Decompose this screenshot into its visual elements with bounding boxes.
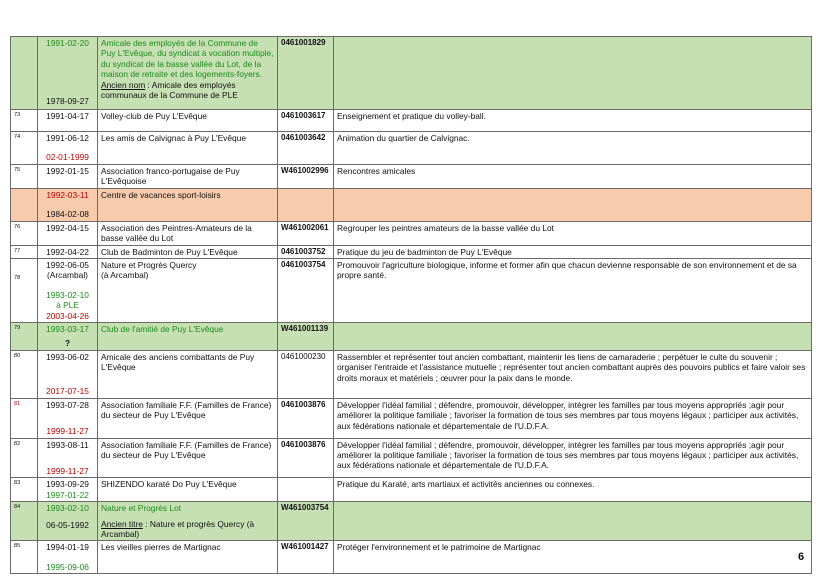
creation-date: 1992-04-15 bbox=[46, 222, 89, 233]
registration-code: W461001427 bbox=[278, 541, 334, 574]
table-row bbox=[11, 438, 812, 478]
table-row bbox=[11, 132, 812, 165]
table-row bbox=[11, 323, 812, 351]
row-number: 76 bbox=[11, 221, 38, 245]
association-object: Promouvoir l'agriculture biologique, informe et former afin que chacun devienne responsable de son environnement et de sa propre santé. bbox=[334, 259, 812, 323]
registration-code bbox=[278, 188, 334, 221]
row-dates bbox=[38, 398, 98, 438]
association-title: Nature et Progrès Quercy bbox=[101, 260, 197, 271]
table-row bbox=[11, 37, 812, 110]
table-row bbox=[11, 478, 812, 502]
registration-code: 0461003876 bbox=[278, 398, 334, 438]
registration-code: 0461003642 bbox=[278, 132, 334, 165]
row-number: 73 bbox=[11, 110, 38, 132]
registration-code: 0461003617 bbox=[278, 110, 334, 132]
row-number: 78 bbox=[11, 259, 38, 323]
transfer-place: à PLE bbox=[56, 300, 79, 311]
creation-date: 1992-04-22 bbox=[46, 246, 89, 257]
former-name-text: : Amicale des employés communaux de la Commune de PLE bbox=[101, 79, 238, 101]
association-object: Protéger l'environnement et le patrimoine de Martignac bbox=[334, 541, 812, 574]
registration-code: 0461001829 bbox=[278, 37, 334, 110]
row-dates bbox=[38, 541, 98, 574]
row-number: 74 bbox=[11, 132, 38, 165]
association-title: Nature et Progrès Lot bbox=[101, 503, 182, 514]
row-number: 81 bbox=[11, 398, 38, 438]
dissolution-date: 2003-04-26 bbox=[46, 310, 89, 321]
row-number bbox=[11, 188, 38, 221]
row-dates bbox=[38, 110, 98, 132]
dissolution-date: 1999-11-27 bbox=[46, 465, 89, 476]
association-name bbox=[98, 259, 278, 323]
association-name: Volley-club de Puy L'Evêque bbox=[98, 110, 278, 132]
table-row bbox=[11, 350, 812, 398]
row-dates bbox=[38, 245, 98, 258]
row-number: 85 bbox=[11, 541, 38, 574]
row-dates bbox=[38, 188, 98, 221]
original-date: 1978-09-27 bbox=[46, 96, 89, 107]
former-name bbox=[101, 80, 274, 101]
registration-code: W461002061 bbox=[278, 221, 334, 245]
association-title: Amicale des employés de la Commune de Puy L'Evêque, du syndicat à vocation multiple, du syndicat de la basse vallée du Lot, de la maison de retraite et des logements-foyers. bbox=[101, 38, 274, 80]
creation-date: 1993-03-17 bbox=[46, 324, 89, 335]
row-dates bbox=[38, 37, 98, 110]
creation-date: 1993-09-29 bbox=[46, 479, 89, 490]
creation-date: 1993-06-02 bbox=[46, 351, 89, 362]
row-dates bbox=[38, 478, 98, 502]
creation-date: 1993-02-10 bbox=[46, 503, 89, 514]
row-dates bbox=[38, 502, 98, 541]
registration-code: W461001139 bbox=[278, 323, 334, 351]
row-dates bbox=[38, 221, 98, 245]
table-row bbox=[11, 164, 812, 188]
association-name: Les amis de Calvignac à Puy L'Evêque bbox=[98, 132, 278, 165]
association-object: Développer l'idéal familial ; défendre, promouvoir, développer, intégrer les familles par tous moyens appropriés ;agir pour améliorer la politique familiale ; favoriser la formation de tous ses membres par tous moyens légaux ; participer aux activités, aux fédérations nationale et départementale de l'U.D.F.A. bbox=[334, 398, 812, 438]
dissolution-date: 1999-11-27 bbox=[46, 426, 89, 437]
creation-date: 1992-06-05 bbox=[46, 260, 89, 271]
registration-code: W461003754 bbox=[278, 502, 334, 541]
unknown-date: ? bbox=[64, 338, 71, 349]
table-row bbox=[11, 541, 812, 574]
association-object: Enseignement et pratique du volley-ball. bbox=[334, 110, 812, 132]
row-number: 77 bbox=[11, 245, 38, 258]
table-row bbox=[11, 188, 812, 221]
registration-code: 0461003876 bbox=[278, 438, 334, 478]
association-name: Club de Badminton de Puy L'Evêque bbox=[98, 245, 278, 258]
registration-code: 0461003754 bbox=[278, 259, 334, 323]
association-object bbox=[334, 502, 812, 541]
registration-code: 0461003752 bbox=[278, 245, 334, 258]
dissolution-date: 1995-09-06 bbox=[46, 561, 89, 572]
creation-date: 1991-02-20 bbox=[46, 38, 89, 48]
row-dates bbox=[38, 259, 98, 323]
creation-date: 1993-07-28 bbox=[46, 399, 89, 410]
creation-date: 1994-01-19 bbox=[46, 542, 89, 553]
dissolution-date: 2017-07-15 bbox=[46, 386, 89, 397]
row-number: 83 bbox=[11, 478, 38, 502]
association-object: Pratique du jeu de badminton de Puy L'Evêque bbox=[334, 245, 812, 258]
table-row bbox=[11, 110, 812, 132]
association-name: Association des Peintres-Amateurs de la basse vallée du Lot bbox=[98, 221, 278, 245]
dissolution-date: 02-01-1999 bbox=[46, 152, 89, 163]
associations-register-table bbox=[10, 36, 812, 574]
row-dates bbox=[38, 132, 98, 165]
row-number: 80 bbox=[11, 350, 38, 398]
row-number: 82 bbox=[11, 438, 38, 478]
row-dates bbox=[38, 438, 98, 478]
association-name bbox=[98, 502, 278, 541]
creation-date: 1991-06-12 bbox=[46, 133, 89, 143]
creation-date: 1991-04-17 bbox=[46, 111, 89, 121]
association-location: (à Arcambal) bbox=[101, 270, 149, 281]
original-date: 06-05-1992 bbox=[46, 519, 89, 530]
table-row bbox=[11, 398, 812, 438]
creation-date: 1992-03-11 bbox=[46, 189, 89, 200]
creation-date: 1993-08-11 bbox=[46, 439, 89, 450]
row-dates bbox=[38, 323, 98, 351]
registration-code bbox=[278, 478, 334, 502]
association-name: Centre de vacances sport-loisirs bbox=[98, 188, 278, 221]
row-dates bbox=[38, 164, 98, 188]
registration-code: W461002996 bbox=[278, 164, 334, 188]
row-number bbox=[11, 37, 38, 110]
original-date: 1984-02-08 bbox=[46, 209, 89, 220]
dissolution-date: 1997-01-22 bbox=[46, 489, 89, 500]
former-name-label: Ancien nom bbox=[101, 79, 146, 90]
association-object: Développer l'idéal familial ; défendre, promouvoir, développer, intégrer les familles par tous moyens appropriés ;agir pour améliorer la politique familiale ; favoriser la formation de tous ses membres par tous moyens légaux ; participer aux activités, aux fédérations nationale et départementale de l'U.D.F.A. bbox=[334, 438, 812, 478]
table-row bbox=[11, 245, 812, 258]
row-number: 75 bbox=[11, 164, 38, 188]
association-object: Pratique du Karaté, arts martiaux et activités anciennes ou connexes. bbox=[334, 478, 812, 502]
row-number: 84 bbox=[11, 502, 38, 541]
association-name: Association familiale F.F. (Familles de France) du secteur de Puy L'Evêque bbox=[98, 438, 278, 478]
association-name: Les vieilles pierres de Martignac bbox=[98, 541, 278, 574]
association-object bbox=[334, 37, 812, 110]
association-name: Club de l'amitié de Puy L'Evêque bbox=[98, 323, 278, 351]
page-number: 6 bbox=[798, 551, 805, 563]
association-object bbox=[334, 188, 812, 221]
former-name-label: Ancien titre bbox=[101, 518, 143, 529]
row-dates bbox=[38, 350, 98, 398]
association-object: Rassembler et représenter tout ancien combattant, maintenir les liens de camaraderie ; perpétuer le culte du souvenir ; organiser l'entraide et l'assistance mutuelle ; représenter tout ancien combattant auprès des pouvoirs publics et faire valoir ses droits moraux et matériels ; œuvrer pour la paix dans le monde. bbox=[334, 350, 812, 398]
table-row bbox=[11, 221, 812, 245]
association-object: Regrouper les peintres amateurs de la basse vallée du Lot bbox=[334, 221, 812, 245]
creation-date: 1992-01-15 bbox=[46, 165, 89, 176]
association-name: Association franco-portugaise de Puy L'Evêquoise bbox=[98, 164, 278, 188]
table-row bbox=[11, 502, 812, 541]
association-name: Association familiale F.F. (Familles de France) du secteur de Puy L'Evêque bbox=[98, 398, 278, 438]
table-row bbox=[11, 259, 812, 323]
association-object: Animation du quartier de Calvignac. bbox=[334, 132, 812, 165]
row-number: 79 bbox=[11, 323, 38, 351]
registration-code: 0461000230 bbox=[278, 350, 334, 398]
association-object: Rencontres amicales bbox=[334, 164, 812, 188]
association-name bbox=[98, 37, 278, 110]
association-object bbox=[334, 323, 812, 351]
association-name: SHIZENDO karaté Do Puy L'Evêque bbox=[98, 478, 278, 502]
former-name-text: : Nature et progrès Quercy (à Arcambal) bbox=[101, 518, 255, 539]
transfer-date: 1993-02-10 bbox=[46, 289, 89, 300]
former-name bbox=[101, 519, 274, 540]
creation-place: (Arcambal) bbox=[47, 270, 88, 281]
association-name: Amicale des anciens combattants de Puy L'Evêque bbox=[98, 350, 278, 398]
